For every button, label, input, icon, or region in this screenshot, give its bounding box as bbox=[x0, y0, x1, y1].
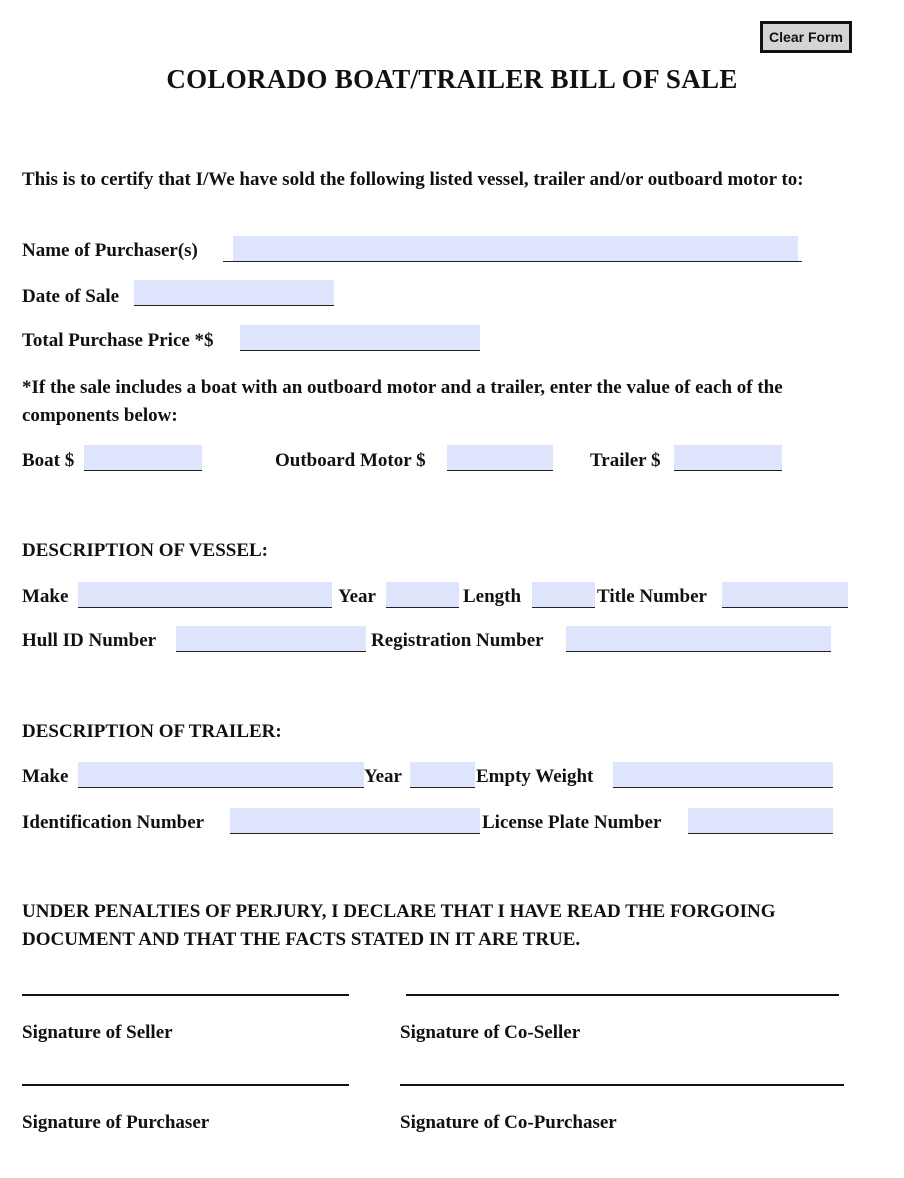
boat-value-label: Boat $ bbox=[22, 450, 75, 471]
date-of-sale-label: Date of Sale bbox=[22, 286, 120, 307]
trailer-year-label: Year bbox=[364, 766, 402, 787]
license-plate-field[interactable] bbox=[688, 808, 833, 834]
intro-text: This is to certify that I/We have sold the following listed vessel, trailer and/or outboard motor to: bbox=[22, 169, 804, 190]
perjury-declaration: UNDER PENALTIES OF PERJURY, I DECLARE THAT I HAVE READ THE FORGOING DOCUMENT AND THAT THE FACTS STATED IN IT ARE TRUE. bbox=[22, 901, 776, 950]
components-note: *If the sale includes a boat with an outboard motor and a trailer, enter the value of each of the components below: bbox=[22, 377, 783, 426]
empty-weight-label: Empty Weight bbox=[476, 766, 594, 787]
seller-signature-line[interactable] bbox=[22, 994, 349, 996]
vessel-title-number-field[interactable] bbox=[722, 582, 848, 608]
registration-number-field[interactable] bbox=[566, 626, 831, 652]
boat-value-field[interactable] bbox=[84, 445, 202, 471]
co-seller-signature-line[interactable] bbox=[406, 994, 839, 996]
vessel-make-label: Make bbox=[22, 586, 69, 607]
vessel-title-number-label: Title Number bbox=[597, 586, 707, 607]
vessel-make-field[interactable] bbox=[78, 582, 332, 608]
purchaser-name-field[interactable] bbox=[233, 236, 798, 262]
vessel-heading: DESCRIPTION OF VESSEL: bbox=[22, 540, 269, 561]
vessel-year-label: Year bbox=[338, 586, 376, 607]
clear-form-button[interactable]: Clear Form bbox=[760, 21, 852, 53]
co-purchaser-signature-line[interactable] bbox=[400, 1084, 844, 1086]
trailer-make-field[interactable] bbox=[78, 762, 364, 788]
purchaser-signature-line[interactable] bbox=[22, 1084, 349, 1086]
co-purchaser-signature-label: Signature of Co-Purchaser bbox=[400, 1112, 617, 1133]
vessel-length-label: Length bbox=[463, 586, 522, 607]
trailer-make-label: Make bbox=[22, 766, 69, 787]
total-price-label: Total Purchase Price *$ bbox=[22, 330, 214, 351]
hull-id-field[interactable] bbox=[176, 626, 366, 652]
page-title: COLORADO BOAT/TRAILER BILL OF SALE bbox=[166, 64, 738, 94]
trailer-value-field[interactable] bbox=[674, 445, 782, 471]
motor-value-field[interactable] bbox=[447, 445, 553, 471]
date-of-sale-field[interactable] bbox=[134, 280, 334, 306]
field-underline bbox=[796, 261, 802, 262]
trailer-year-field[interactable] bbox=[410, 762, 475, 788]
total-price-field[interactable] bbox=[240, 325, 480, 351]
identification-number-field[interactable] bbox=[230, 808, 480, 834]
vessel-year-field[interactable] bbox=[386, 582, 459, 608]
co-seller-signature-label: Signature of Co-Seller bbox=[400, 1022, 581, 1043]
purchaser-label: Name of Purchaser(s) bbox=[22, 240, 198, 261]
registration-number-label: Registration Number bbox=[371, 630, 544, 651]
motor-value-label: Outboard Motor $ bbox=[275, 450, 426, 471]
purchaser-signature-label: Signature of Purchaser bbox=[22, 1112, 210, 1133]
hull-id-label: Hull ID Number bbox=[22, 630, 157, 651]
identification-number-label: Identification Number bbox=[22, 812, 205, 833]
vessel-length-field[interactable] bbox=[532, 582, 595, 608]
license-plate-label: License Plate Number bbox=[482, 812, 662, 833]
seller-signature-label: Signature of Seller bbox=[22, 1022, 173, 1043]
trailer-heading: DESCRIPTION OF TRAILER: bbox=[22, 721, 282, 742]
trailer-value-label: Trailer $ bbox=[590, 450, 661, 471]
empty-weight-field[interactable] bbox=[613, 762, 833, 788]
